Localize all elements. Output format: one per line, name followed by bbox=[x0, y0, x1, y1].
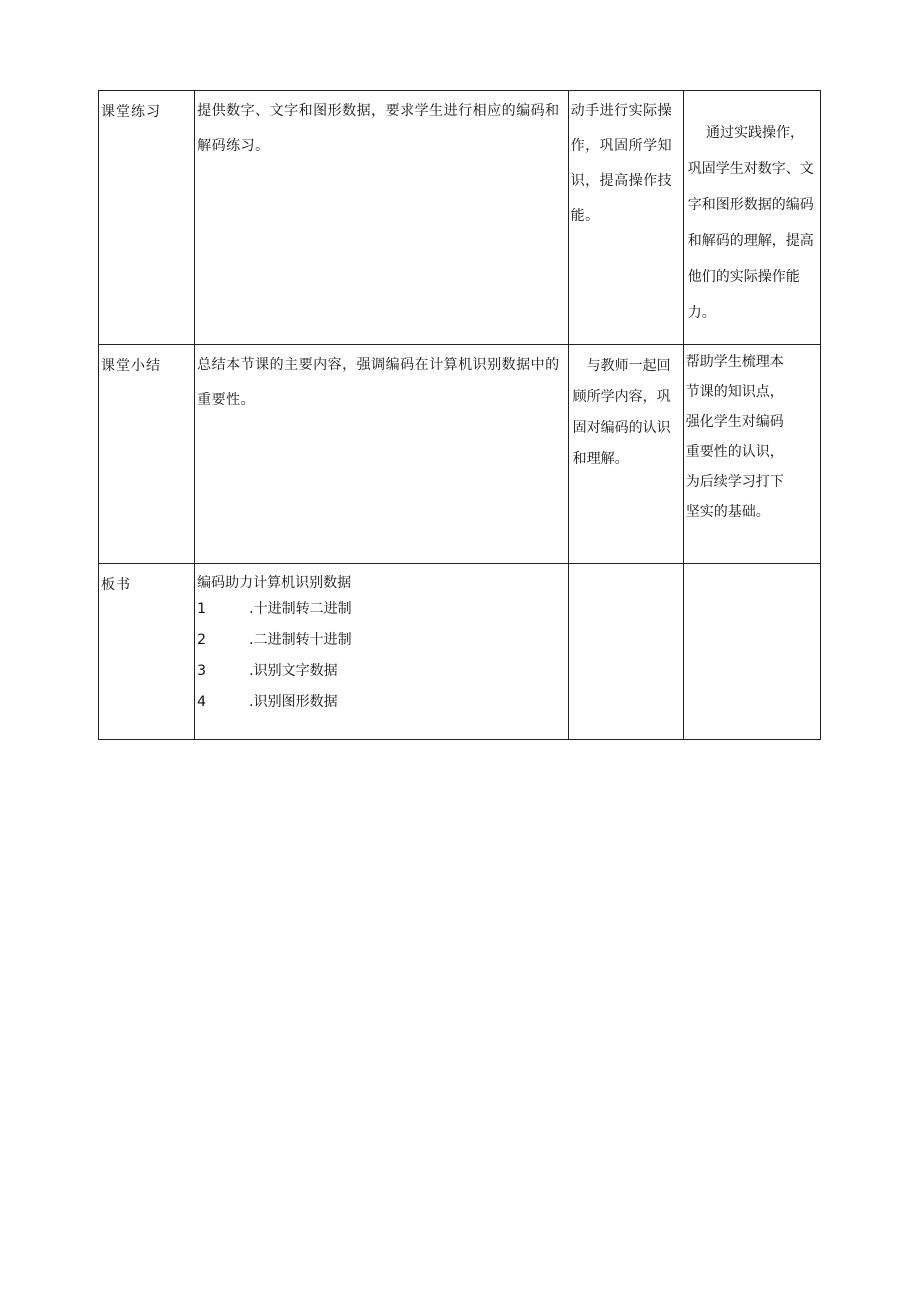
board-item-text: .二进制转十进制 bbox=[249, 632, 352, 648]
summary-purpose-line: 坚实的基础。 bbox=[685, 504, 770, 520]
board-item-number: 3 bbox=[197, 663, 207, 679]
summary-label: 课堂小结 bbox=[101, 358, 161, 374]
board-item bbox=[195, 594, 568, 625]
practice-student-cell bbox=[568, 91, 683, 345]
board-item bbox=[195, 625, 568, 656]
board-item-text: .识别文字数据 bbox=[249, 663, 338, 679]
board-purpose-cell bbox=[683, 564, 820, 740]
board-item-text: .识别图形数据 bbox=[249, 694, 338, 710]
board-item-number: 2 bbox=[197, 632, 207, 648]
summary-purpose-line: 强化学生对编码 bbox=[685, 414, 784, 430]
practice-label: 课堂练习 bbox=[101, 104, 161, 120]
summary-purpose-line: 帮助学生梳理本 bbox=[685, 354, 784, 370]
practice-content-cell bbox=[195, 91, 569, 345]
table-row-practice bbox=[99, 91, 821, 345]
summary-student-cell bbox=[568, 345, 683, 564]
practice-student-activity: 动手进行实际操作，巩固所学知识，提高操作技能。 bbox=[570, 103, 673, 224]
summary-purpose-line: 为后续学习打下 bbox=[685, 474, 784, 490]
board-label: 板书 bbox=[101, 577, 131, 593]
practice-purpose-cell bbox=[683, 91, 820, 345]
board-item-number: 4 bbox=[197, 694, 207, 710]
board-title: 编码助力计算机识别数据 bbox=[197, 575, 352, 591]
board-item-number: 1 bbox=[197, 601, 207, 617]
practice-content: 提供数字、文字和图形数据，要求学生进行相应的编码和解码练习。 bbox=[197, 103, 560, 154]
board-item bbox=[195, 687, 568, 718]
summary-content: 总结本节课的主要内容，强调编码在计算机识别数据中的重要性。 bbox=[197, 357, 560, 408]
summary-content-cell bbox=[195, 345, 569, 564]
summary-purpose-line: 节课的知识点， bbox=[685, 384, 784, 400]
table-row-summary bbox=[99, 345, 821, 564]
table-row-board bbox=[99, 564, 821, 740]
summary-student-activity: 与教师一起回顾所学内容，巩固对编码的认识和理解。 bbox=[572, 358, 671, 467]
practice-label-cell bbox=[99, 91, 195, 345]
board-item bbox=[195, 656, 568, 687]
summary-purpose bbox=[684, 345, 820, 527]
summary-label-cell bbox=[99, 345, 195, 564]
summary-purpose-cell bbox=[683, 345, 820, 564]
practice-purpose: 通过实践操作，巩固学生对数字、文字和图形数据的编码和解码的理解，提高他们的实际操作能力。 bbox=[687, 125, 814, 321]
lesson-plan-table bbox=[98, 90, 821, 740]
summary-purpose-line: 重要性的认识， bbox=[685, 444, 784, 460]
board-item-text: .十进制转二进制 bbox=[249, 601, 352, 617]
board-content-cell bbox=[195, 564, 569, 740]
board-label-cell bbox=[99, 564, 195, 740]
board-student-cell bbox=[568, 564, 683, 740]
